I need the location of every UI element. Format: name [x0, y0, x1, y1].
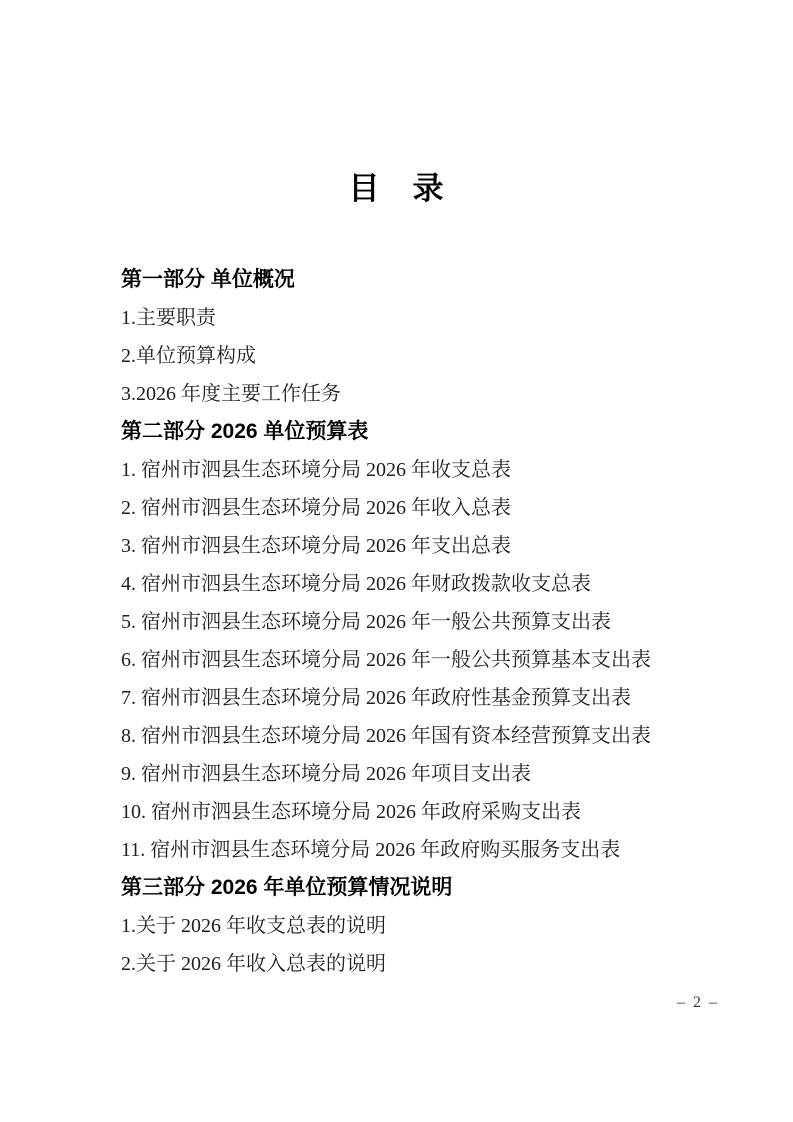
toc-item-part1-2: 2.单位预算构成: [121, 345, 256, 367]
toc-item-part3-2: 2.关于 2026 年收入总表的说明: [121, 953, 386, 975]
toc-section-1-heading: 第一部分 单位概况: [121, 268, 295, 291]
toc-item-part1-3: 3.2026 年度主要工作任务: [121, 383, 341, 405]
toc-item-part2-6: 6. 宿州市泗县生态环境分局 2026 年一般公共预算基本支出表: [121, 649, 651, 671]
toc-item-part2-3: 3. 宿州市泗县生态环境分局 2026 年支出总表: [121, 535, 511, 557]
toc-item-part1-1: 1.主要职责: [121, 307, 216, 329]
toc-section-2-heading: 第二部分 2026 单位预算表: [121, 420, 369, 443]
toc-item-part2-1: 1. 宿州市泗县生态环境分局 2026 年收支总表: [121, 459, 511, 481]
toc-item-part2-5: 5. 宿州市泗县生态环境分局 2026 年一般公共预算支出表: [121, 611, 611, 633]
table-of-contents: [121, 261, 681, 983]
toc-item-part2-2: 2. 宿州市泗县生态环境分局 2026 年收入总表: [121, 497, 511, 519]
toc-item-part2-8: 8. 宿州市泗县生态环境分局 2026 年国有资本经营预算支出表: [121, 725, 651, 747]
toc-item-part2-4: 4. 宿州市泗县生态环境分局 2026 年财政拨款收支总表: [121, 573, 591, 595]
page-number: – 2 –: [677, 994, 719, 1011]
doc-title: 目 录: [348, 171, 445, 206]
toc-item-part2-7: 7. 宿州市泗县生态环境分局 2026 年政府性基金预算支出表: [121, 687, 631, 709]
toc-section-3-heading: 第三部分 2026 年单位预算情况说明: [121, 876, 453, 899]
toc-item-part2-10: 10. 宿州市泗县生态环境分局 2026 年政府采购支出表: [121, 801, 581, 823]
toc-item-part3-1: 1.关于 2026 年收支总表的说明: [121, 915, 386, 937]
toc-item-part2-9: 9. 宿州市泗县生态环境分局 2026 年项目支出表: [121, 763, 531, 785]
toc-item-part2-11: 11. 宿州市泗县生态环境分局 2026 年政府购买服务支出表: [121, 839, 621, 861]
